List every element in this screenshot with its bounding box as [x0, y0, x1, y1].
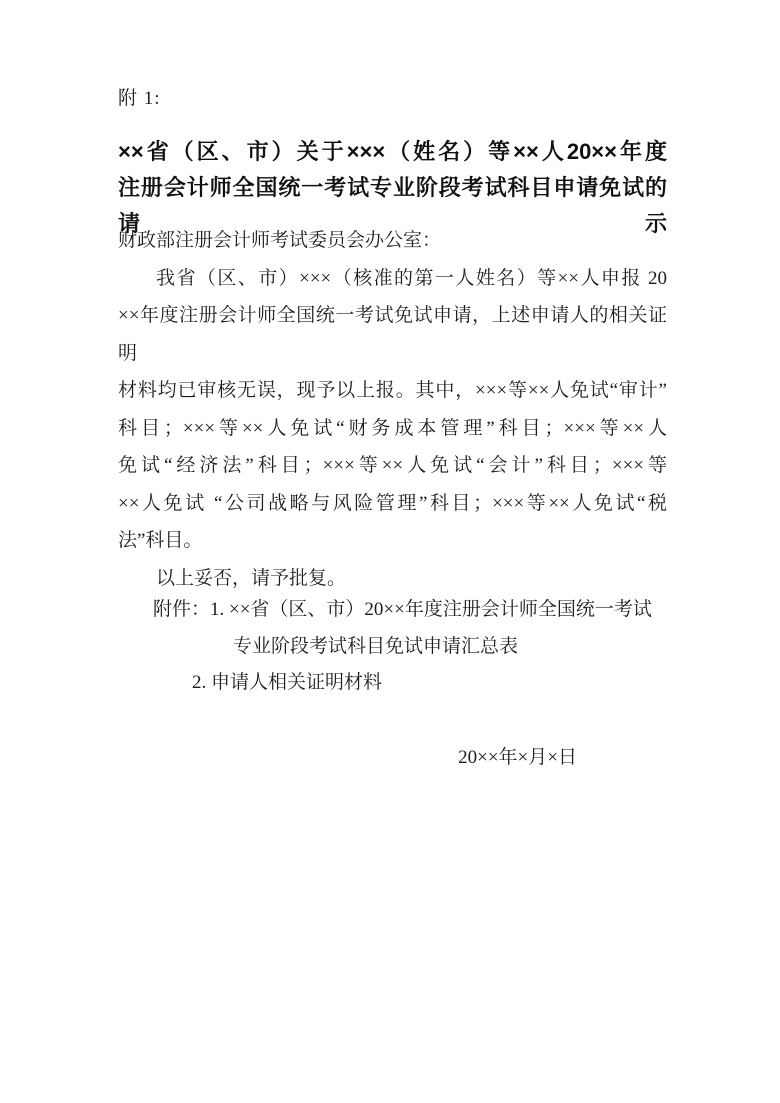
title-line-2: 注册会计师全国统一考试专业阶段考试科目申请免试的请示: [118, 175, 667, 236]
attachment-item-1: 附件：1. ××省（区、市）20××年度注册会计师全国统一考试: [153, 599, 652, 620]
body-line: 法”科目。: [118, 530, 203, 551]
closing-line: 以上妥否，请予批复。: [156, 567, 347, 589]
body-line: 科目；×××等××人免试“财务成本管理”科目；×××等××人: [118, 417, 667, 439]
letter-body: [118, 222, 667, 597]
body-line: 免试“经济法”科目；×××等××人免试“会计”科目；×××等: [118, 455, 667, 476]
date-line: 20××年×月×日: [458, 747, 577, 768]
body-line: ××人免试 “公司战略与风险管理”科目；×××等××人免试“税: [118, 492, 667, 514]
attachment-number-label: 附 1:: [118, 88, 161, 109]
body-line: ××年度注册会计师全国统一考试免试申请，上述申请人的相关证明: [118, 305, 667, 364]
salutation: 财政部注册会计师考试委员会办公室：: [118, 230, 442, 251]
attachment-item-1-continuation: 专业阶段考试科目免试申请汇总表: [233, 635, 519, 657]
title-line-1: ××省（区、市）关于×××（姓名）等××人20××年度: [118, 139, 667, 164]
attachments-section: [118, 592, 667, 702]
body-line: 材料均已审核无误，现予以上报。其中，×××等××人免试“审计”: [118, 380, 667, 401]
body-line: 我省（区、市）×××（核准的第一人姓名）等××人申报 20: [156, 267, 667, 289]
attachment-item-2: 2. 申请人相关证明材料: [192, 672, 383, 693]
